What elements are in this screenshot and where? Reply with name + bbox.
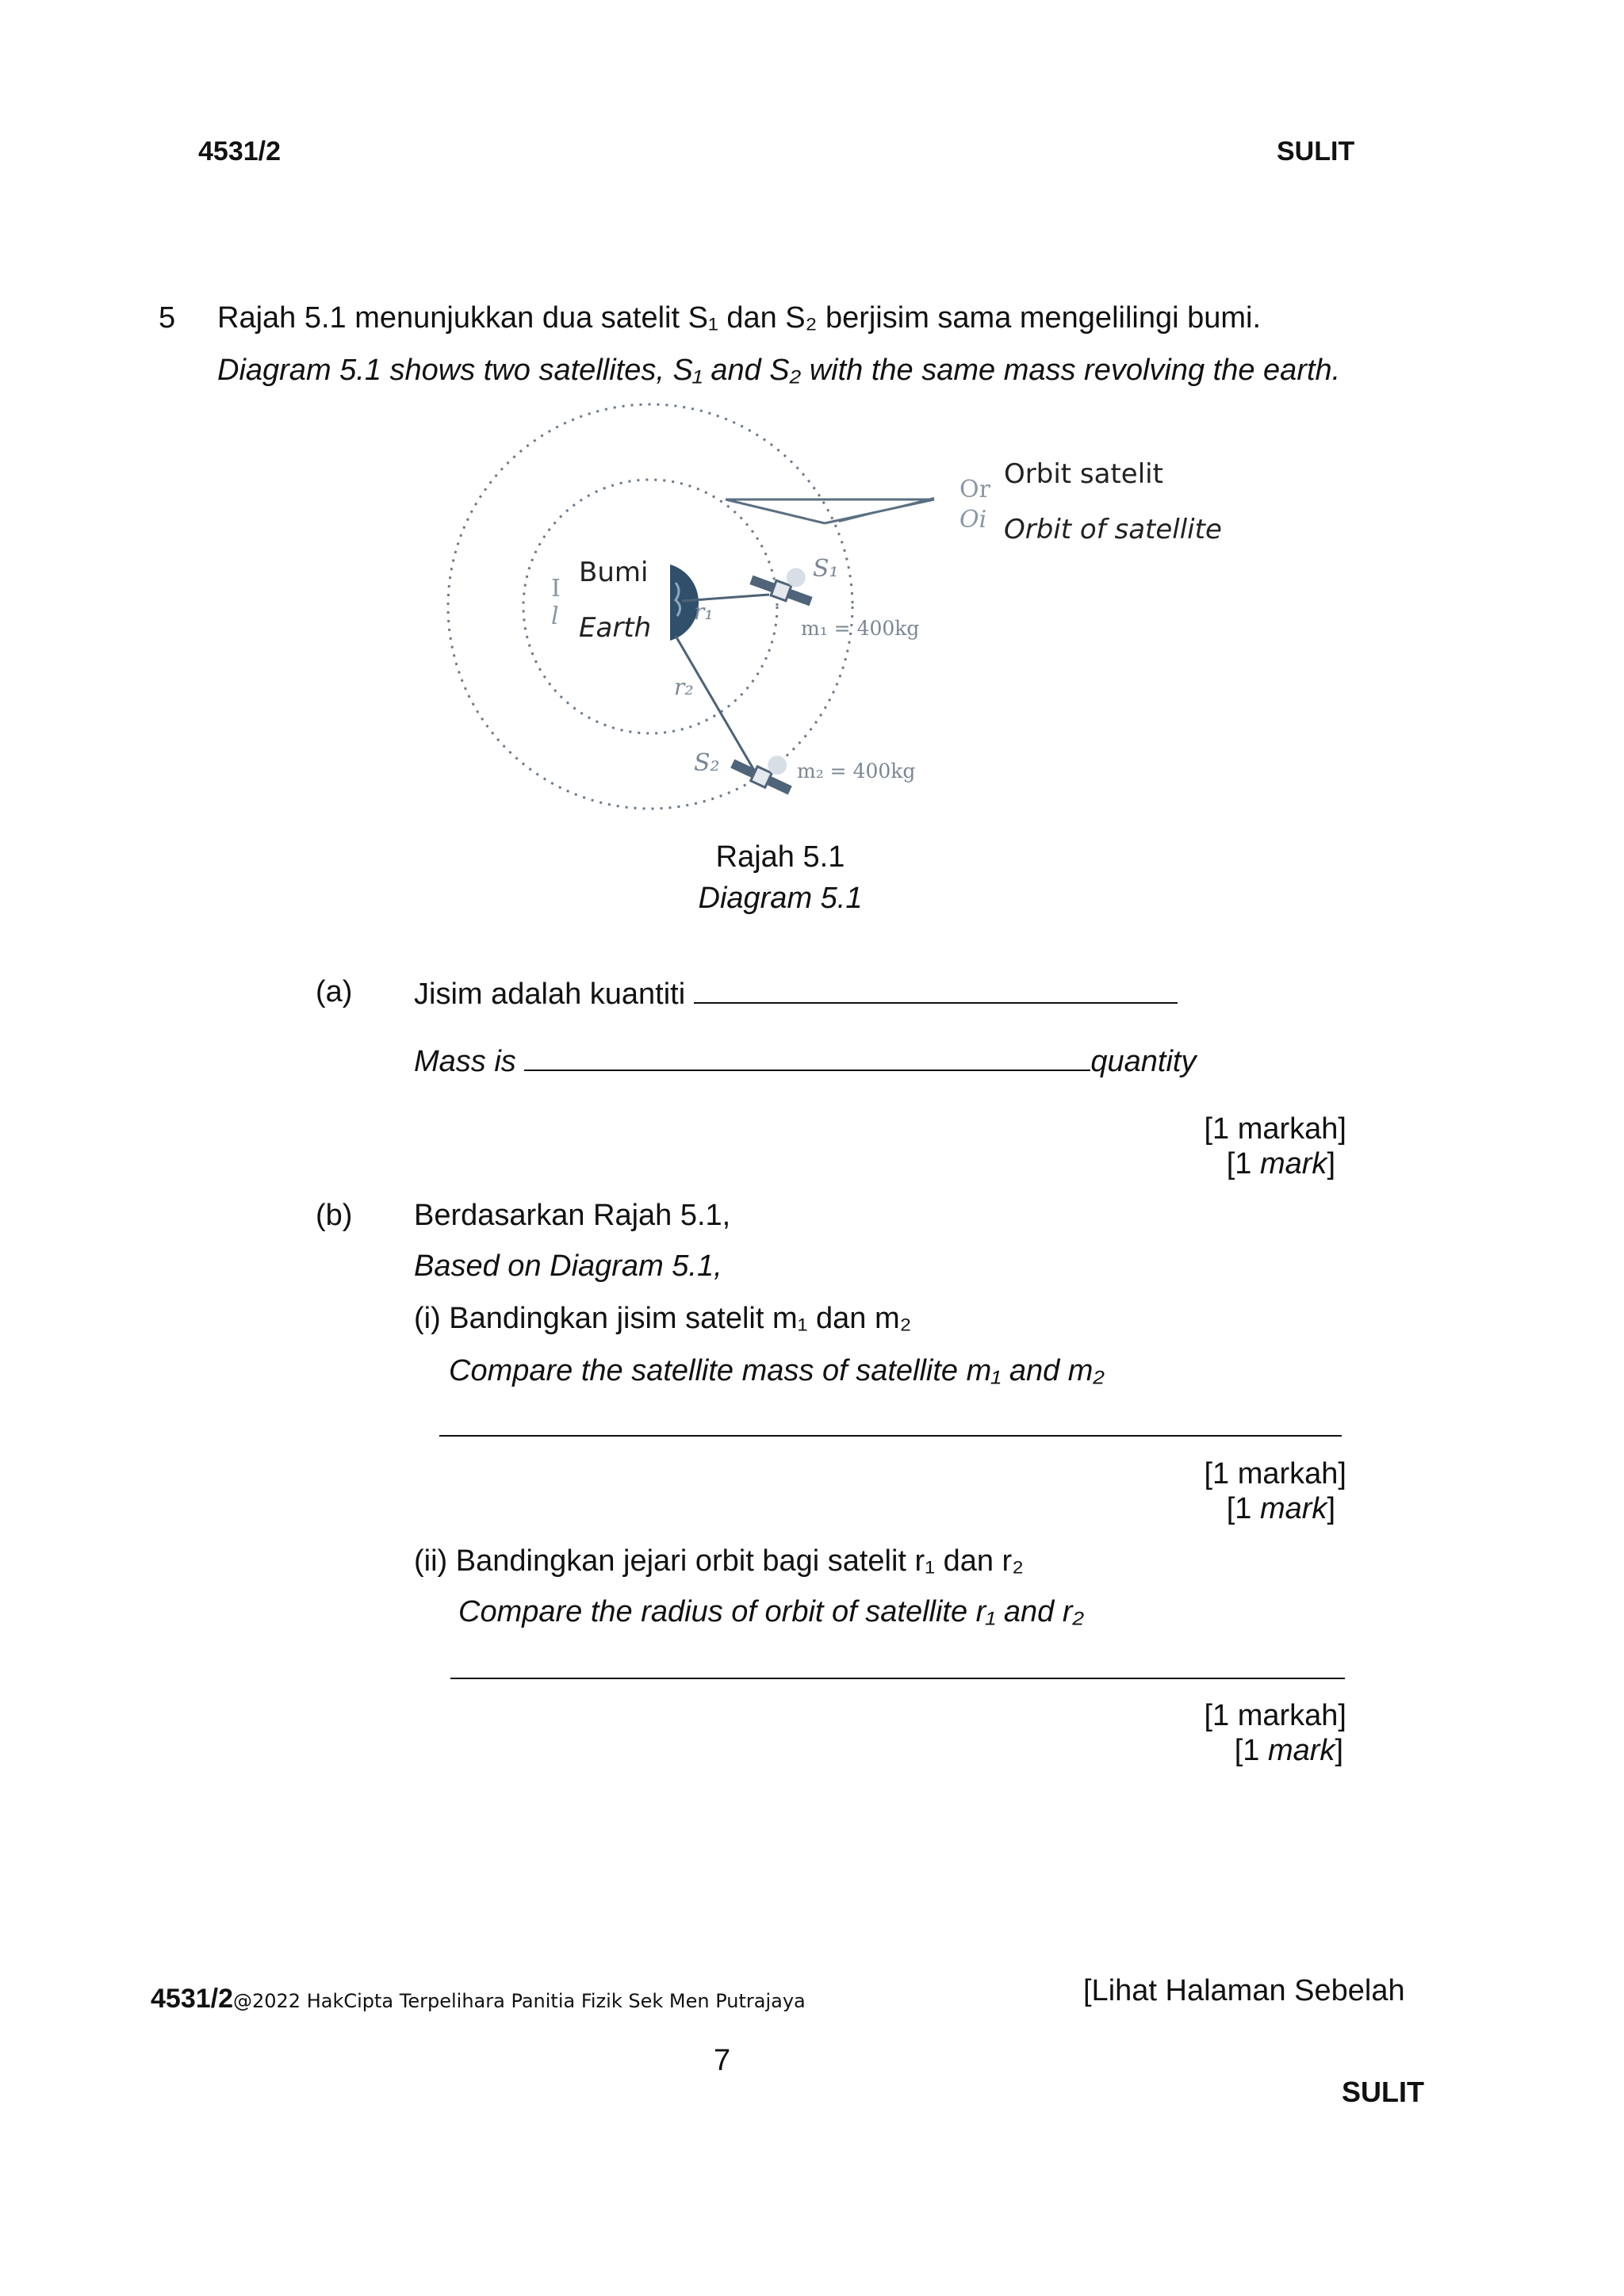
orbit-label-en: Orbit of satellite: [1004, 514, 1222, 545]
earth-label-en: Earth: [579, 612, 652, 644]
part-b-i-marks-ms: [1 markah]: [1204, 1457, 1346, 1490]
part-a-text-en-post: quantity: [1090, 1045, 1197, 1078]
orbit-fragment-2: Oi: [959, 506, 987, 534]
part-b-i-answer-line[interactable]: [439, 1435, 1342, 1437]
part-b-i-en: Compare the satellite mass of satellite m₁ and m₂: [449, 1354, 1105, 1387]
satellite-s1-icon: [749, 554, 820, 609]
part-a-text-ms: Jisim adalah kuantiti: [414, 978, 686, 1011]
earth-fragment-2: l: [551, 603, 559, 630]
m1-label: m₁ = 400kg: [801, 617, 920, 640]
part-b-ii-answer-line[interactable]: [450, 1678, 1345, 1679]
earth-fragment-1: I: [551, 575, 561, 603]
question-intro-en: Diagram 5.1 shows two satellites, S₁ and S₂ with the same mass revolving the earth.: [217, 354, 1341, 387]
part-a-marks-en: [1 mark]: [1226, 1147, 1335, 1181]
footer-code: 4531/2: [151, 1984, 233, 2014]
footer-next-page: [Lihat Halaman Sebelah: [1083, 1974, 1405, 2007]
r1-label: r₁: [694, 599, 714, 625]
part-b-ii-ms: (ii) Bandingkan jejari orbit bagi satelit r₁ dan r₂: [414, 1544, 1024, 1578]
diagram-5-1: [444, 396, 1237, 817]
s1-label: S₁: [813, 555, 839, 583]
part-b-ii-en: Compare the radius of orbit of satellite r₁ and r₂: [458, 1595, 1084, 1628]
m2-label: m₂ = 400kg: [797, 760, 916, 783]
caption-en: Diagram 5.1: [698, 882, 863, 915]
earth-label-ms: Bumi: [579, 557, 649, 588]
part-b-i-marks-en: [1 mark]: [1226, 1492, 1335, 1525]
part-b-ii-marks-en: [1 mark]: [1234, 1734, 1343, 1767]
part-b-label: (b): [316, 1199, 353, 1232]
part-a-line-ms: [414, 975, 1178, 1012]
part-b-line-en: Based on Diagram 5.1,: [414, 1249, 722, 1283]
footer-copyright: @2022 HakCipta Terpelihara Panitia Fizik Sek Men Putrajaya: [233, 1990, 806, 2012]
orbit-fragment-1: Or: [959, 476, 990, 503]
part-a-label: (a): [316, 975, 353, 1008]
orbit-label-ms: Orbit satelit: [1004, 458, 1163, 490]
part-a-line-en: [414, 1043, 1196, 1079]
page-number: 7: [714, 2044, 731, 2077]
part-a-marks-ms: [1 markah]: [1204, 1112, 1346, 1146]
part-b-ii-marks-ms: [1 markah]: [1204, 1699, 1346, 1732]
footer-classification: SULIT: [1342, 2076, 1424, 2108]
part-a-text-en-pre: Mass is: [414, 1045, 516, 1078]
part-b-i-ms: (i) Bandingkan jisim satelit m₁ dan m₂: [414, 1302, 912, 1335]
caption-ms: Rajah 5.1: [715, 840, 845, 874]
inner-orbit: [523, 480, 777, 733]
header-classification: SULIT: [1277, 136, 1355, 166]
question-intro-ms: Rajah 5.1 menunjukkan dua satelit S₁ dan S₂ berjisim sama mengelilingi bumi.: [217, 301, 1262, 335]
s2-label: S₂: [694, 749, 720, 777]
outer-orbit: [448, 404, 852, 809]
r2-label: r₂: [674, 674, 694, 700]
question-number: 5: [159, 301, 176, 335]
header-code: 4531/2: [198, 136, 281, 166]
part-a-answer-blank-en[interactable]: [524, 1043, 1090, 1071]
footer-left: [151, 1984, 806, 2015]
part-a-answer-blank-ms[interactable]: [694, 975, 1178, 1004]
part-b-line-ms: Berdasarkan Rajah 5.1,: [414, 1199, 731, 1232]
